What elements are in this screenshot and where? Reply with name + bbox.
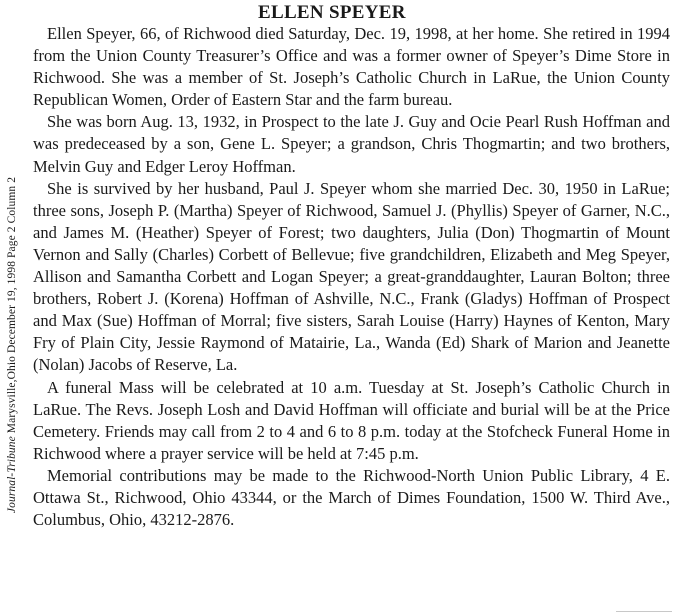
publication-details: Marysville,Ohio December 19, 1998 Page 2 Column 2 (6, 176, 18, 434)
paragraph-birth-family: She was born Aug. 13, 1932, in Prospect to the late J. Guy and Ocie Pearl Rush Hoffman and was predeceased by a son, Gene L. Speyer; a grandson, Chris Thogmartin; and two brothers, Melvin Guy and Edger Leroy Hoffman. (33, 112, 670, 176)
publication-name: Journal-Tribune (6, 436, 18, 514)
source-caption-text (6, 177, 18, 513)
paragraph-memorial-contributions: Memorial contributions may be made to the Richwood-North Union Public Library, 4 E. Ottawa St., Richwood, Ohio 43344, or the March of Dimes Foundation, 1500 W. Third Ave., Columbus, Ohio, 43212-2876. (33, 465, 670, 530)
obituary-body (33, 23, 670, 531)
obituary-headline: ELLEN SPEYER (258, 2, 406, 23)
paragraph-funeral-service: A funeral Mass will be celebrated at 10 a.m. Tuesday at St. Joseph’s Catholic Church in LaRue. The Revs. Joseph Losh and David Hoffman will officiate and burial will be at the Price Cemetery. Friends may call from 2 to 4 and 6 to 8 p.m. today at the Stofcheck Funeral Home in Richwood where a prayer service will be held at 7:45 p.m. (33, 377, 670, 463)
source-caption (0, 100, 24, 590)
scan-edge-mark (616, 591, 672, 612)
paragraph-survivors: She is survived by her husband, Paul J. Speyer whom she married Dec. 30, 1950 in LaRue; three sons, Joseph P. (Martha) Speyer of Richwood, Samuel J. (Phyllis) Speyer of Garner, N.C., and James M. (Heather) Speyer of Forest; two daughters, Julia (Don) Thogmartin of Mount Vernon and Sally (Charles) Corbett of Bellevue; five grandchildren, Elizabeth and Meg Speyer, Allison and Samantha Corbett and Logan Speyer; a great-granddaughter, Lauran Bolton; three brothers, Robert J. (Korena) Hoffman of Ashville, N.C., Frank (Gladys) Hoffman of Prospect and Max (Sue) Hoffman of Morral; five sisters, Sarah Louise (Harry) Haynes of Kenton, Mary Fry of Plain City, Jessie Raymond of Matairie, La., Wanda (Ed) Shark of Marion and Jeanette (Nolan) Jacobs of Reserve, La. (33, 178, 670, 375)
paragraph-death-notice: Ellen Speyer, 66, of Richwood died Saturday, Dec. 19, 1998, at her home. She retired in 1994 from the Union County Treasurer’s Office and was a former owner of Speyer’s Dime Store in Richwood. She was a member of St. Joseph’s Catholic Church in LaRue, the Union County Republican Women, Order of Eastern Star and the farm bureau. (33, 24, 670, 110)
